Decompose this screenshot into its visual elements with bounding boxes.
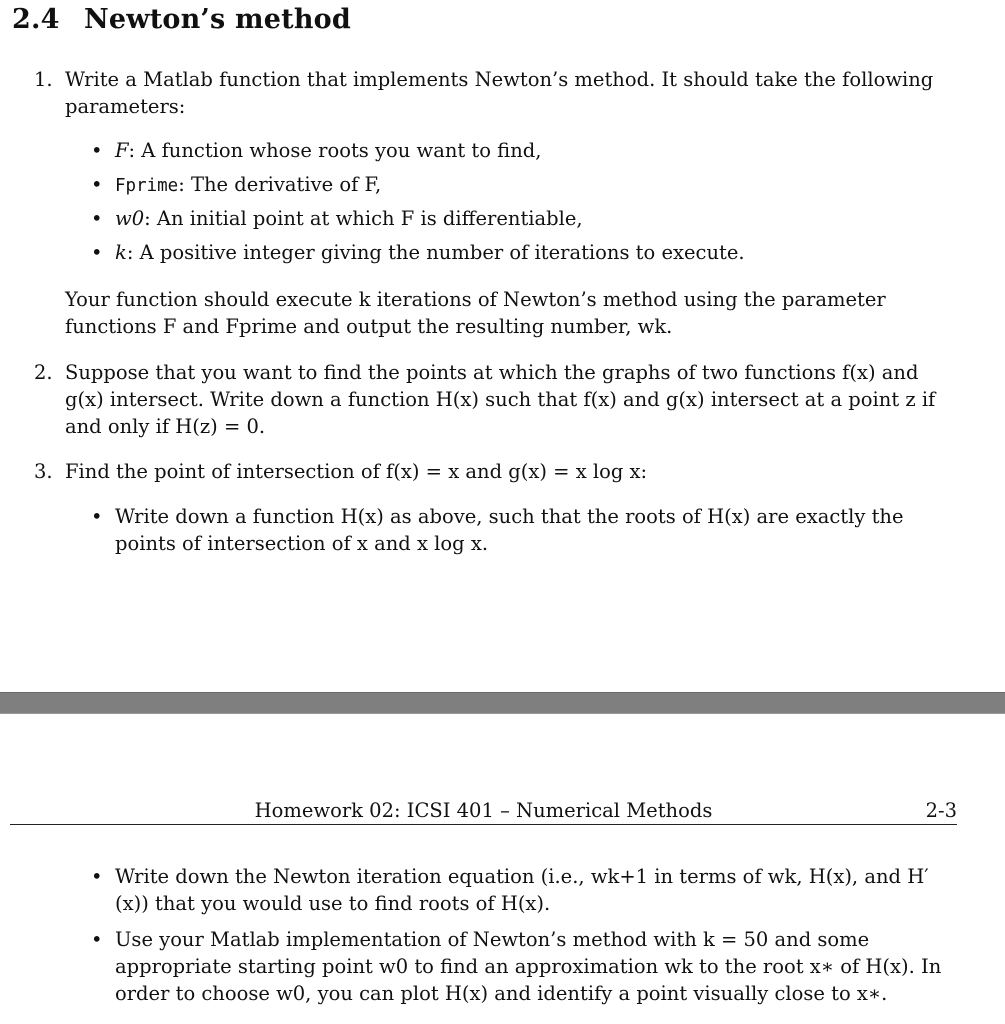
section-number: 2.4 bbox=[12, 4, 60, 35]
parameter-item: • F: A function whose roots you want to find, bbox=[91, 139, 542, 162]
item-2-text: Suppose that you want to find the points at which the graphs of two functions f(x) and g(x) intersect. Write down a function H(x) such that f(x) and g(x) intersect at a point z if and only if H(z) = 0. bbox=[65, 361, 936, 438]
bullet-text: Write down the Newton iteration equation (i.e., wk+1 in terms of wk, H(x), and H′(x)) that you would use to find roots of H(x). bbox=[115, 865, 929, 915]
bullet-text: Write down a function H(x) as above, such that the roots of H(x) are exactly the points of intersection of x and x log x. bbox=[115, 505, 904, 555]
section-heading bbox=[12, 4, 351, 35]
page-number: 2-3 bbox=[925, 799, 957, 822]
parameter-description: : An initial point at which F is differentiable, bbox=[144, 207, 583, 230]
parameter-name: F bbox=[115, 139, 129, 162]
parameter-item: • Fprime: The derivative of F, bbox=[91, 173, 382, 196]
parameter-description: : A function whose roots you want to find, bbox=[128, 139, 542, 162]
item-number: 2. bbox=[34, 361, 53, 384]
parameter-item: • k: A positive integer giving the number of iterations to execute. bbox=[91, 241, 745, 264]
item-number: 3. bbox=[34, 460, 53, 483]
bullet-text: Use your Matlab implementation of Newton’s method with k = 50 and some appropriate starting point w0 to find an approximation wk to the root x∗ of H(x). In order to choose w0, you can plot H(x) and identify a point visually close to x∗. bbox=[115, 928, 942, 1005]
parameter-name: Fprime bbox=[115, 176, 179, 196]
parameter-item: • w0: An initial point at which F is differentiable, bbox=[91, 207, 583, 230]
parameter-name: w0 bbox=[115, 207, 145, 230]
header-title: Homework 02: ICSI 401 – Numerical Methods bbox=[254, 799, 713, 822]
item-1-outro: Your function should execute k iterations of Newton’s method using the parameter functions F and Fprime and output the resulting number, wk. bbox=[65, 288, 886, 338]
running-header bbox=[10, 796, 957, 825]
bullet-item: • Use your Matlab implementation of Newton’s method with k = 50 and some appropriate starting point w0 to find an approximation wk to the root x∗ of H(x). In order to choose w0, you can plot H(x) and identify a point visually close to x∗. bbox=[91, 928, 942, 1005]
problem-item-2 bbox=[34, 359, 959, 440]
page-2 bbox=[0, 712, 1005, 1024]
bullet-item: • Write down the Newton iteration equation (i.e., wk+1 in terms of wk, H(x), and H′(x)) that you would use to find roots of H(x). bbox=[91, 865, 929, 915]
item-3-bullets-continued bbox=[89, 863, 957, 1007]
parameter-name: k bbox=[115, 241, 127, 264]
item-number: 1. bbox=[34, 68, 53, 91]
problem-item-1 bbox=[34, 66, 959, 340]
bullet-item: • Write down a function H(x) as above, such that the roots of H(x) are exactly the points of intersection of x and x log x. bbox=[91, 505, 904, 555]
parameter-list bbox=[89, 137, 959, 273]
item-1-intro: Write a Matlab function that implements Newton’s method. It should take the following parameters: bbox=[65, 68, 934, 118]
item-3-bullets bbox=[89, 503, 957, 557]
parameter-description: : A positive integer giving the number of iterations to execute. bbox=[126, 241, 745, 264]
page-separator bbox=[0, 692, 1005, 714]
item-3-text: Find the point of intersection of f(x) = x and g(x) = x log x: bbox=[65, 460, 648, 483]
problem-item-3 bbox=[34, 458, 959, 557]
section-title: Newton’s method bbox=[84, 4, 351, 35]
parameter-description: : The derivative of F, bbox=[178, 173, 382, 196]
